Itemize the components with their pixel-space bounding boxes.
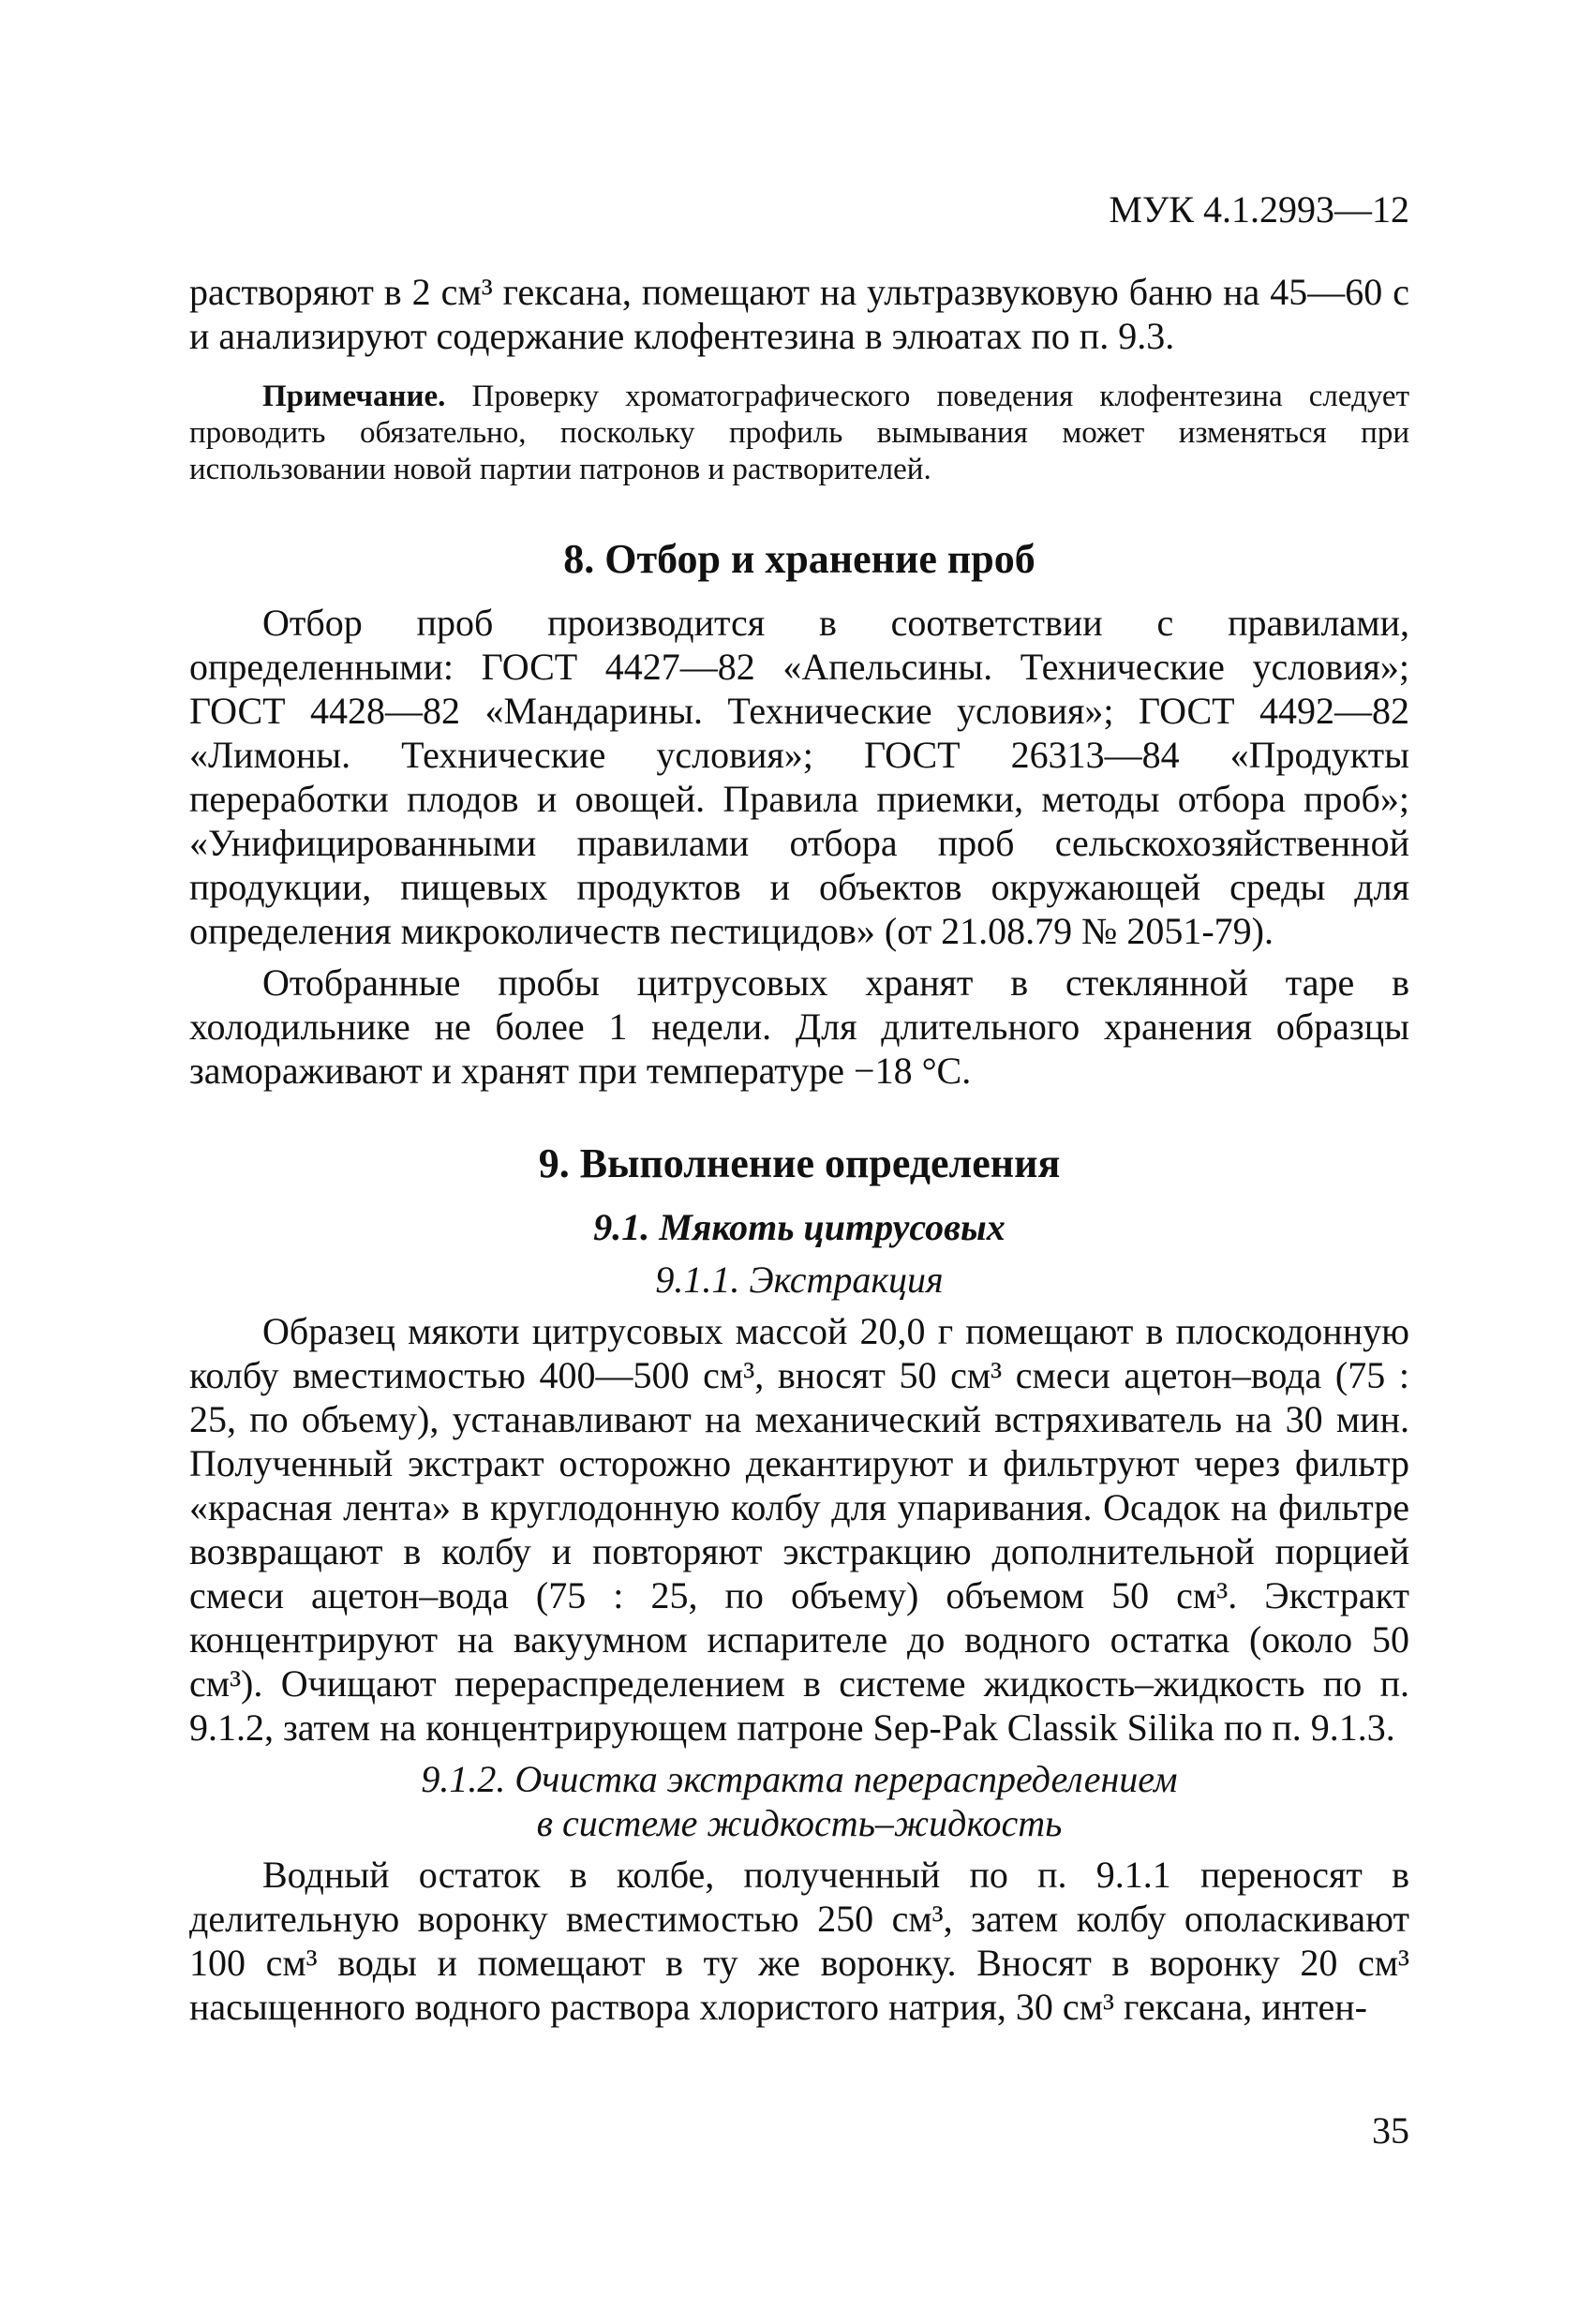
note-text: Проверку хроматографического поведения клофентезина следует проводить обязательно, поскольку профиль вымывания может изменяться при использовании новой партии патронов и растворителей. <box>189 380 1409 486</box>
intro-continuation: растворяют в 2 см³ гексана, помещают на ультразвуковую баню на 45—60 с и анализируют содержание клофентезина в элюатах по п. 9.3. <box>189 271 1409 357</box>
section-8-title: 8. Отбор и хранение проб <box>563 536 1035 582</box>
subsection-9-1-title: 9.1. Мякоть цитрусовых <box>593 1206 1006 1248</box>
section-8-paragraph-1: Отбор проб производится в соответствии с правилами, определенными: ГОСТ 4427—82 «Апельсины. Технические условия»; ГОСТ 4428—82 «Мандарины. Технические условия»; ГОСТ 4492—82 «Лимоны. Технические условия»; ГОСТ 26313—84 «Продукты переработки плодов и овощей. Правила приемки, методы отбора проб»; «Унифицированными правилами отбора проб сельскохозяйственной продукции, пищевых продуктов и объектов окружающей среды для определения микроколичеств пестицидов» (от 21.08.79 № 2051-79). <box>189 602 1409 952</box>
subsection-9-1-2-paragraph: Водный остаток в колбе, полученный по п. 9.1.1 переносят в делительную воронку вместимостью 250 см³, затем колбу ополаскивают 100 см³ воды и помещают в ту же воронку. Вносят в воронку 20 см³ насыщенного водного раствора хлористого натрия, 30 см³ гексана, интен- <box>189 1854 1409 2028</box>
page-number: 35 <box>1372 2109 1409 2152</box>
section-8-paragraph-2: Отобранные пробы цитрусовых хранят в стеклянной таре в холодильнике не более 1 недели. Для длительного хранения образцы замораживают и хранят при температуре −18 °С. <box>189 961 1409 1092</box>
subsection-9-1-1-title: 9.1.1. Экстракция <box>655 1259 944 1301</box>
note-label: Примечание. <box>262 380 446 413</box>
subsection-9-1-2-title <box>189 1757 1409 1845</box>
subsection-9-1-2-title-line-1: 9.1.2. Очистка экстракта перераспределением <box>421 1758 1178 1800</box>
note-paragraph <box>189 379 1409 488</box>
running-head: МУК 4.1.2993—12 <box>1109 188 1409 231</box>
section-9-title: 9. Выполнение определения <box>538 1140 1061 1186</box>
document-page <box>189 187 1409 2029</box>
subsection-9-1-2-title-line-2: в системе жидкость–жидкость <box>536 1802 1063 1844</box>
subsection-9-1-1-paragraph: Образец мякоти цитрусовых массой 20,0 г помещают в плоскодонную колбу вместимостью 400—500 см³, вносят 50 см³ смеси ацетон–вода (75 : 25, по объему), устанавливают на механический встряхиватель на 30 мин. Полученный экстракт осторожно декантируют и фильтруют через фильтр «красная лента» в круглодонную колбу для упаривания. Осадок на фильтре возвращают в колбу и повторяют экстракцию дополнительной порцией смеси ацетон–вода (75 : 25, по объему) объемом 50 см³. Экстракт концентрируют на вакуумном испарителе до водного остатка (около 50 см³). Очищают перераспределением в системе жидкость–жидкость по п. 9.1.2, затем на концентрирующем патроне Sep-Pak Classik Silika по п. 9.1.3. <box>189 1310 1409 1749</box>
